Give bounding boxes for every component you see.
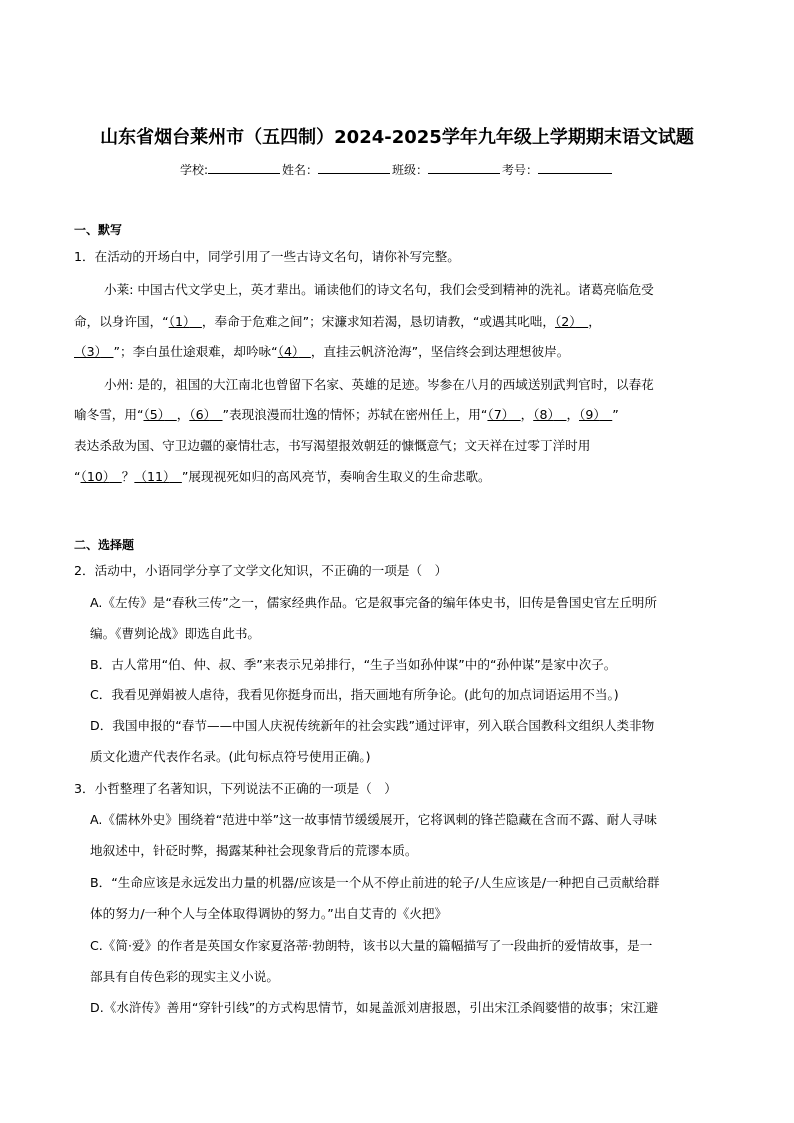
school-blank[interactable] — [208, 160, 280, 174]
blank-pad — [508, 407, 521, 422]
paragraph-line: 小莱: 中国古代文学史上，英才辈出。诵读他们的诗文名句，我们会受到精神的洗礼。诸葛亮临危受 — [104, 282, 654, 297]
text-segment: ，奉命于危难之间”；宋濂求知若渴，恳切请教，“或遇其叱咄， — [201, 314, 555, 329]
blank-8[interactable]: （8） — [533, 407, 554, 422]
section-heading-dictation: 一、默写 — [74, 223, 123, 237]
option-d[interactable]: D.《水浒传》善用“穿针引线”的方式构思情节，如晁盖派刘唐报恩，引出宋江杀阎婆惜的故事；宋江避 — [90, 1000, 659, 1015]
text-segment: ， — [588, 314, 601, 329]
text-segment: ”表现浪漫而壮逸的情怀；苏轼在密州任上，用“ — [222, 407, 488, 422]
blank-pad — [210, 407, 223, 422]
option-c[interactable]: C．我看见弹娟被人虐待，我看见你挺身而出，指天画地有所争论。(此句的加点词语运用不当。) — [90, 687, 619, 702]
class-blank[interactable] — [428, 160, 500, 174]
blank-pad — [164, 407, 177, 422]
blank-pad — [169, 469, 182, 484]
paragraph-line: 表达杀敌为国、守卫边疆的豪情壮志，书写渴望报效朝廷的慷慨意气；文天祥在过零丁洋时用 — [74, 438, 591, 453]
blank-pad — [101, 344, 114, 359]
blank-pad — [576, 314, 589, 329]
blank-11[interactable]: （11） — [134, 469, 170, 484]
text-segment: “ — [74, 469, 81, 484]
blank-10[interactable]: （10） — [80, 469, 110, 484]
school-label: 学校: — [179, 163, 208, 177]
blank-pad — [189, 314, 202, 329]
student-info-line — [0, 160, 794, 179]
class-label: 班级： — [392, 163, 429, 177]
blank-9[interactable]: （9） — [579, 407, 600, 422]
text-segment: ， — [566, 407, 580, 422]
text-segment: ， — [520, 407, 534, 422]
option-a-cont: 编。《曹刿论战》即选自此书。 — [90, 626, 261, 641]
blank-pad — [600, 407, 613, 422]
paragraph-line — [74, 343, 569, 361]
text-segment: 命，以身许国，“ — [74, 314, 169, 329]
paragraph-line — [74, 313, 601, 331]
option-a-cont: 地叙述中，针砭时弊，揭露某种社会现象背后的荒谬本质。 — [90, 843, 418, 858]
blank-1[interactable]: （1） — [168, 314, 190, 329]
blank-7[interactable]: （7） — [487, 407, 509, 422]
question-1-stem: 1．在活动的开场白中，同学引用了一些古诗文名句，请你补写完整。 — [74, 249, 460, 264]
text-segment: ” — [612, 407, 619, 422]
text-segment: ”；李白虽仕途艰难，却吟咏“ — [113, 344, 278, 359]
text-segment: ？ — [121, 469, 135, 484]
name-blank[interactable] — [318, 160, 390, 174]
option-a[interactable]: A.《左传》是“春秋三传”之一，儒家经典作品。它是叙事完备的编年体史书，旧传是鲁国史官左丘明所 — [90, 595, 657, 610]
page-title: 山东省烟台莱州市（五四制）2024-2025学年九年级上学期期末语文试题 — [100, 127, 694, 148]
paragraph-line — [74, 468, 491, 486]
text-segment: 喻冬雪，用“ — [74, 407, 144, 422]
option-b-cont: 体的努力/一种个人与全体取得调协的努力。”出自艾青的《火把》 — [90, 906, 448, 921]
blank-2[interactable]: （2） — [554, 314, 576, 329]
option-d[interactable]: D．我国申报的“春节——中国人庆祝传统新年的社会实践”通过评审，列入联合国教科文组织人类非物 — [90, 718, 655, 733]
text-segment: ， — [176, 407, 190, 422]
question-2-stem: 2．活动中，小语同学分享了文学文化知识，不正确的一项是（ ） — [74, 563, 448, 578]
number-blank[interactable] — [538, 160, 612, 174]
text-segment: ，直挂云帆济沧海”，坚信终会到达理想彼岸。 — [310, 344, 570, 359]
option-b[interactable]: B．“生命应该是永远发出力量的机器/应该是一个从不停止前进的轮子/人生应该是/一种把自己贡献给群 — [90, 875, 660, 890]
blank-pad — [298, 344, 311, 359]
blank-pad — [554, 407, 567, 422]
option-b[interactable]: B．古人常用“伯、仲、叔、季”来表示兄弟排行，“生子当如孙仲谋”中的“孙仲谋”是家中次子。 — [90, 657, 617, 672]
blank-pad — [109, 469, 122, 484]
option-c[interactable]: C.《简·爱》的作者是英国女作家夏洛蒂·勃朗特，该书以大量的篇幅描写了一段曲折的爱情故事，是一 — [90, 938, 653, 953]
blank-6[interactable]: （6） — [189, 407, 210, 422]
option-c-cont: 部具有自传色彩的现实主义小说。 — [90, 969, 279, 984]
section-heading-choice: 二、选择题 — [74, 538, 135, 552]
blank-4[interactable]: （4） — [277, 344, 299, 359]
option-a[interactable]: A.《儒林外史》围绕着“范进中举”这一故事情节缓缓展开，它将讽刺的锋芒隐藏在含而不露、耐人寻味 — [90, 812, 657, 827]
number-label: 考号： — [502, 163, 539, 177]
paragraph-line: 小州: 是的，祖国的大江南北也曾留下名家、英雄的足迹。岑参在八月的西域送别武判官时，以春花 — [104, 377, 654, 392]
blank-3[interactable]: （3） — [74, 344, 101, 359]
text-segment: ”展现视死如归的高风亮节，奏响舍生取义的生命悲歌。 — [181, 469, 491, 484]
name-label: 姓名： — [282, 163, 319, 177]
question-3-stem: 3．小哲整理了名著知识，下列说法不正确的一项是（ ） — [74, 781, 397, 796]
blank-5[interactable]: （5） — [143, 407, 165, 422]
paragraph-line — [74, 406, 619, 424]
option-d-cont: 质文化遗产代表作名录。(此句标点符号使用正确。) — [90, 749, 371, 764]
